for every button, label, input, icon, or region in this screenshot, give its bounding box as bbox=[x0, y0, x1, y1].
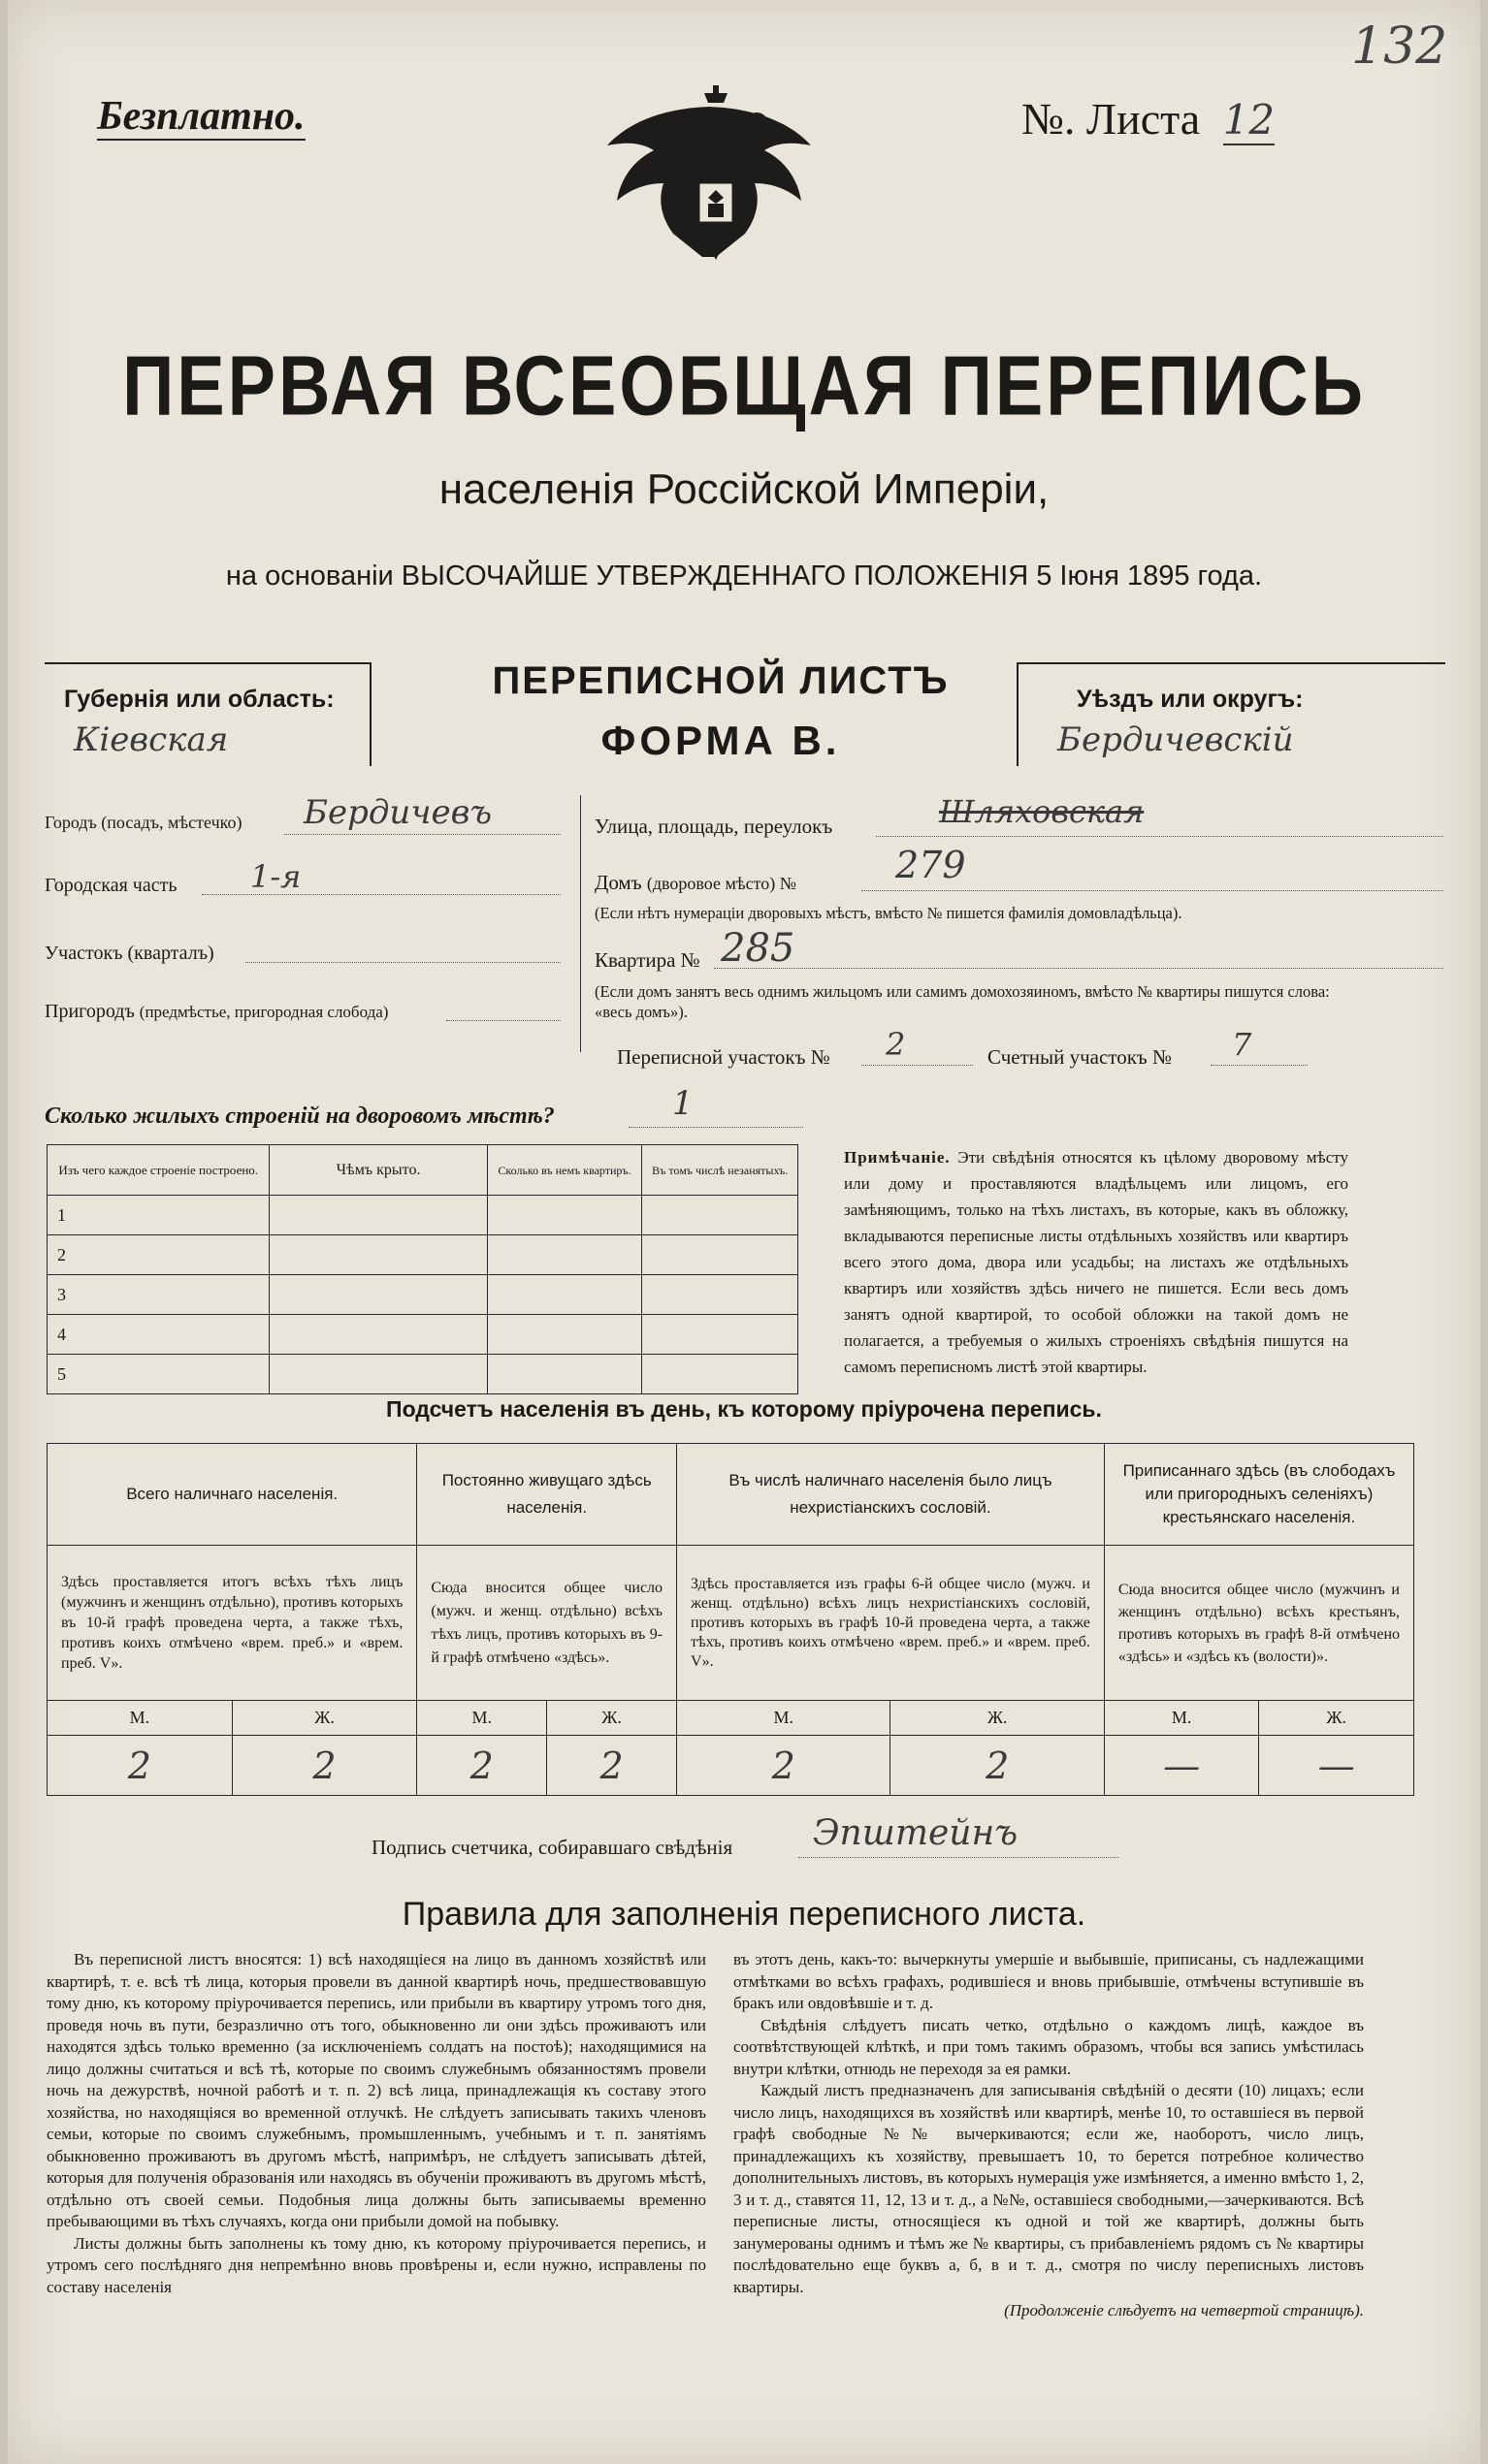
prigorod-label: Пригородъ bbox=[45, 1001, 135, 1022]
count-permanent-m: 2 bbox=[417, 1736, 547, 1796]
gubernia-label: Губернія или область: bbox=[64, 686, 335, 713]
house-field bbox=[595, 871, 796, 895]
buildings-col-vacant: Въ томъ числѣ незанятыхъ. bbox=[642, 1145, 798, 1196]
uezd-value: Бердичевскій bbox=[1057, 720, 1294, 759]
double-headed-eagle-emblem bbox=[590, 85, 842, 265]
buildings-table bbox=[47, 1144, 798, 1394]
count-col-peasant-head: Приписаннаго здѣсь (въ слободахъ или пригородныхъ селеніяхъ) крестьянскаго населенія. bbox=[1104, 1444, 1413, 1546]
flat-label: Квартира № bbox=[595, 948, 700, 972]
bleed-through-text bbox=[47, 179, 299, 267]
census-district-label: Переписной участокъ № bbox=[617, 1045, 830, 1069]
flat-value: 285 bbox=[721, 926, 795, 971]
rules-paragraph: Каждый листъ предназначенъ для записыванія свѣдѣній о десяти (10) лицахъ; если число лицъ, находящихся въ хозяйствѣ или квартирѣ, менѣе 10, то оставшіеся въ первой графѣ свободные №№ вычеркиваются; если же, наоборотъ, число лицъ, принадлежащихъ къ хозяйству, превышаетъ 10, то берется потребное количество дополнительныхъ листовъ, въ которыхъ нумерація уже измѣняется, а именно вмѣсто 1, 2, 3 и т. д., ставятся 11, 12, 13 и т. д., а №№, оставшіеся свободными,—зачеркиваются. Всѣ переписные листы, относящіеся къ одной и той же квартирѣ, должны быть занумерованы однимъ и тѣмъ же № квартиры, съ прибавленіемъ рядомъ съ № квартиры послѣдовательно еще буквъ а, б, в и т. д., смотря по числу переписныхъ листовъ квартиры. bbox=[733, 2081, 1364, 2296]
sheet-title: ПЕРЕПИСНОЙ ЛИСТЪ bbox=[492, 659, 950, 702]
count-col-nonchristian-desc: Здѣсь проставляется изъ графы 6-й общее число (мужч. и женщ. отдѣльно) всѣхъ лицъ нехристіанскихъ сословій, противъ которыхъ въ графѣ 10-й проведена черта, а также тѣхъ, противъ коихъ отмѣчено «врем. преб.» и «врем. преб. V». bbox=[677, 1546, 1105, 1701]
free-label: Безплатно. bbox=[97, 94, 306, 139]
document-basis: на основаніи ВЫСОЧАЙШЕ УТВЕРЖДЕННАГО ПОЛОЖЕНІЯ 5 Іюня 1895 года. bbox=[225, 560, 1263, 592]
count-f-header: Ж. bbox=[547, 1701, 677, 1736]
count-peasant-f: — bbox=[1259, 1736, 1414, 1796]
count-m-header: М. bbox=[48, 1701, 233, 1736]
house-label: Домъ bbox=[595, 871, 642, 894]
count-col-total-desc: Здѣсь проставляется итогъ всѣхъ тѣхъ лицъ (мужчинъ и женщинъ отдѣльно), противъ которыхъ въ 10-й графѣ проведена черта, а также тѣхъ, противъ коихъ отмѣчено «врем. преб.» и «врем. преб. V». bbox=[48, 1546, 417, 1701]
rules-right-column bbox=[733, 1949, 1364, 2322]
note-label: Примѣчаніе. bbox=[844, 1148, 951, 1167]
uezd-box bbox=[1017, 662, 1445, 766]
archive-number: 132 bbox=[1351, 17, 1448, 76]
count-permanent-f: 2 bbox=[547, 1736, 677, 1796]
rules-paragraph: Свѣдѣнія слѣдуетъ писать четко, отдѣльно о каждомъ лицѣ, каждое въ соотвѣтствующей клѣткѣ, и при томъ такимъ образомъ, чтобы вся запись умѣстилась внутри клѣтки, отнюдь не переходя за ея рамки. bbox=[733, 2015, 1364, 2078]
signature-label: Подпись счетчика, собиравшаго свѣдѣнія bbox=[372, 1836, 733, 1859]
buildings-col-flats: Сколько въ немъ квартиръ. bbox=[487, 1145, 642, 1196]
rules-left-column bbox=[47, 1949, 706, 2298]
prigorod-note: (предмѣстье, пригородная слобода) bbox=[139, 1003, 389, 1021]
count-nonchristian-m: 2 bbox=[677, 1736, 890, 1796]
sheet-number bbox=[1021, 93, 1275, 144]
buildings-question: Сколько жилыхъ строеній на дворовомъ мѣстѣ? bbox=[45, 1104, 555, 1129]
table-row: 5 bbox=[48, 1355, 798, 1394]
uchastok-label: Участокъ (кварталъ) bbox=[45, 943, 214, 964]
count-values-row bbox=[48, 1736, 1414, 1796]
counter-signature: Эпштейнъ bbox=[813, 1813, 1019, 1853]
count-col-permanent-desc: Сюда вносится общее число (мужч. и женщ. отдѣльно) всѣхъ тѣхъ лицъ, противъ которыхъ въ 9-й графѣ отмѣчено «здѣсь». bbox=[417, 1546, 677, 1701]
count-f-header: Ж. bbox=[232, 1701, 417, 1736]
city-field bbox=[45, 813, 242, 833]
count-f-header: Ж. bbox=[1259, 1701, 1414, 1736]
city-value: Бердичевъ bbox=[304, 793, 493, 832]
street-value: Шляховская bbox=[939, 793, 1145, 830]
buildings-col-roof: Чѣмъ крыто. bbox=[270, 1145, 487, 1196]
house-hint: (Если нѣтъ нумераціи дворовыхъ мѣстъ, вмѣсто № пишется фамилія домовладѣльца). bbox=[595, 904, 1182, 922]
uezd-label: Уѣздъ или округъ: bbox=[1077, 686, 1304, 713]
table-row: 4 bbox=[48, 1315, 798, 1355]
house-note: (дворовое мѣсто) № bbox=[646, 874, 796, 893]
rules-continued-note: (Продолженіе слѣдуетъ на четвертой страницѣ). bbox=[1004, 2301, 1364, 2320]
count-title: Подсчетъ населенія въ день, къ которому пріурочена перепись. bbox=[386, 1396, 1102, 1422]
count-col-peasant-desc: Сюда вносится общее число (мужчинъ и женщинъ отдѣльно) всѣхъ крестьянъ, противъ которыхъ въ графѣ 8-й отмѣчено «здѣсь» и «здѣсь къ (волости)». bbox=[1104, 1546, 1413, 1701]
census-district-value: 2 bbox=[886, 1026, 906, 1063]
rules-title: Правила для заполненія переписного листа. bbox=[402, 1896, 1086, 1933]
document-title: ПЕРВАЯ ВСЕОБЩАЯ ПЕРЕПИСЬ bbox=[122, 337, 1366, 433]
city-part-label: Городская часть bbox=[45, 875, 178, 896]
city-label: Городъ (посадъ, мѣстечко) bbox=[45, 813, 243, 832]
count-m-header: М. bbox=[1104, 1701, 1259, 1736]
buildings-answer: 1 bbox=[672, 1084, 694, 1123]
rules-paragraph: въ этотъ день, какъ-то: вычеркнуты умершіе и выбывшіе, приписаны, съ надлежащими отмѣтками во всѣхъ графахъ, родившіеся и вновь прибывшіе, отмѣчены вступившіе въ бракъ или овдовѣвшіе и т. д. bbox=[733, 1950, 1364, 2012]
count-col-permanent-head: Постоянно живущаго здѣсь населенія. bbox=[417, 1444, 677, 1546]
gubernia-box bbox=[45, 662, 372, 766]
rules-paragraph: Листы должны быть заполнены къ тому дню, къ которому пріурочивается перепись, и утромъ сего послѣдняго дня непремѣнно вновь провѣрены и, если нужно, исправлены по составу населенія bbox=[47, 2233, 706, 2296]
flat-hint: (Если домъ занятъ весь однимъ жильцомъ или самимъ домохозяиномъ, вмѣсто № квартиры пишутся слова: «весь домъ»). bbox=[595, 982, 1330, 1021]
census-form-page bbox=[8, 0, 1480, 2464]
count-m-header: М. bbox=[677, 1701, 890, 1736]
house-value: 279 bbox=[895, 844, 966, 886]
sheet-number-value: 12 bbox=[1222, 96, 1276, 144]
sheet-number-label: №. Листа bbox=[1021, 94, 1201, 144]
table-row: 3 bbox=[48, 1275, 798, 1315]
count-table bbox=[47, 1443, 1414, 1796]
count-nonchristian-f: 2 bbox=[890, 1736, 1104, 1796]
note-block bbox=[844, 1144, 1348, 1380]
table-row: 1 bbox=[48, 1196, 798, 1235]
count-f-header: Ж. bbox=[890, 1701, 1104, 1736]
street-label: Улица, площадь, переулокъ bbox=[595, 815, 833, 838]
count-m-header: М. bbox=[417, 1701, 547, 1736]
count-col-total-head: Всего наличнаго населенія. bbox=[48, 1444, 417, 1546]
form-title: ФОРМА В. bbox=[600, 718, 841, 763]
rules-paragraph: Въ переписной листъ вносятся: 1) всѣ находящіеся на лицо въ данномъ хозяйствѣ или квартирѣ, т. е. всѣ тѣ лица, которыя провели въ данной квартирѣ ночь, предшествовавшую тому дню, къ которому пріурочивается перепись, или прибыли въ квартиру утромъ того дня, проведя ночь въ пути, безразлично отъ того, обыкновенно ли они здѣсь проживаютъ или находятся здѣсь только временно (за исключеніемъ солдатъ на постоѣ); находящимися на лицо должны считаться и всѣ тѣ, которые по своимъ служебнымъ обязанностямъ провели ночь на дежурствѣ, ночной работѣ и т. п. 2) всѣ лица, принадлежащія къ составу этого хозяйства, но находящіяся во временной отлучкѣ. Не слѣдуетъ записывать такихъ членовъ семьи, которые по своимъ служебнымъ, промышленнымъ, учебнымъ и т. п. занятіямъ обыкновенно проживаютъ въ другомъ мѣстѣ, напримѣръ, не слѣдуетъ записывать дѣтей, которыя для полученія образованія или находясь въ обученіи проживаютъ въ другомъ мѣстѣ, отдѣльно отъ своей семьи. Подобныя лица должны быть записываемы временно пребывающими въ тѣхъ случаяхъ, когда они прибыли домой на побывку. bbox=[47, 1950, 706, 2230]
count-total-f: 2 bbox=[232, 1736, 417, 1796]
document-subtitle: населенія Россійской Имперіи, bbox=[438, 465, 1050, 513]
count-total-m: 2 bbox=[48, 1736, 233, 1796]
count-district-label: Счетный участокъ № bbox=[987, 1045, 1173, 1069]
count-district-value: 7 bbox=[1232, 1026, 1252, 1063]
fields-divider bbox=[580, 795, 581, 1052]
buildings-col-material: Изъ чего каждое строеніе построено. bbox=[48, 1145, 270, 1196]
count-col-nonchristian-head: Въ числѣ наличнаго населенія было лицъ нехристіанскихъ сословій. bbox=[677, 1444, 1105, 1546]
gubernia-value: Кіевская bbox=[74, 720, 229, 759]
count-peasant-m: — bbox=[1104, 1736, 1259, 1796]
prigorod-field bbox=[45, 1001, 388, 1023]
table-row: 2 bbox=[48, 1235, 798, 1275]
note-text: Эти свѣдѣнія относятся къ цѣлому дворовому мѣсту или дому и проставляются владѣльцемъ или лицомъ, его замѣняющимъ, только на тѣхъ листахъ, въ которые, какъ въ обложку, вкладываются переписные листы отдѣльныхъ хозяйствъ или квартиръ всего этого дома, двора или усадьбы; на листахъ же отдѣльныхъ квартиръ или хозяйствъ здѣсь ничего не пишется. Если весь домъ занятъ одной квартирой, то особой обложки на такой домъ не полагается, а требуемыя о жилыхъ строеніяхъ свѣдѣнія пишутся на самомъ переписномъ листѣ этой квартиры. bbox=[844, 1148, 1348, 1376]
city-part-value: 1-я bbox=[250, 858, 302, 895]
